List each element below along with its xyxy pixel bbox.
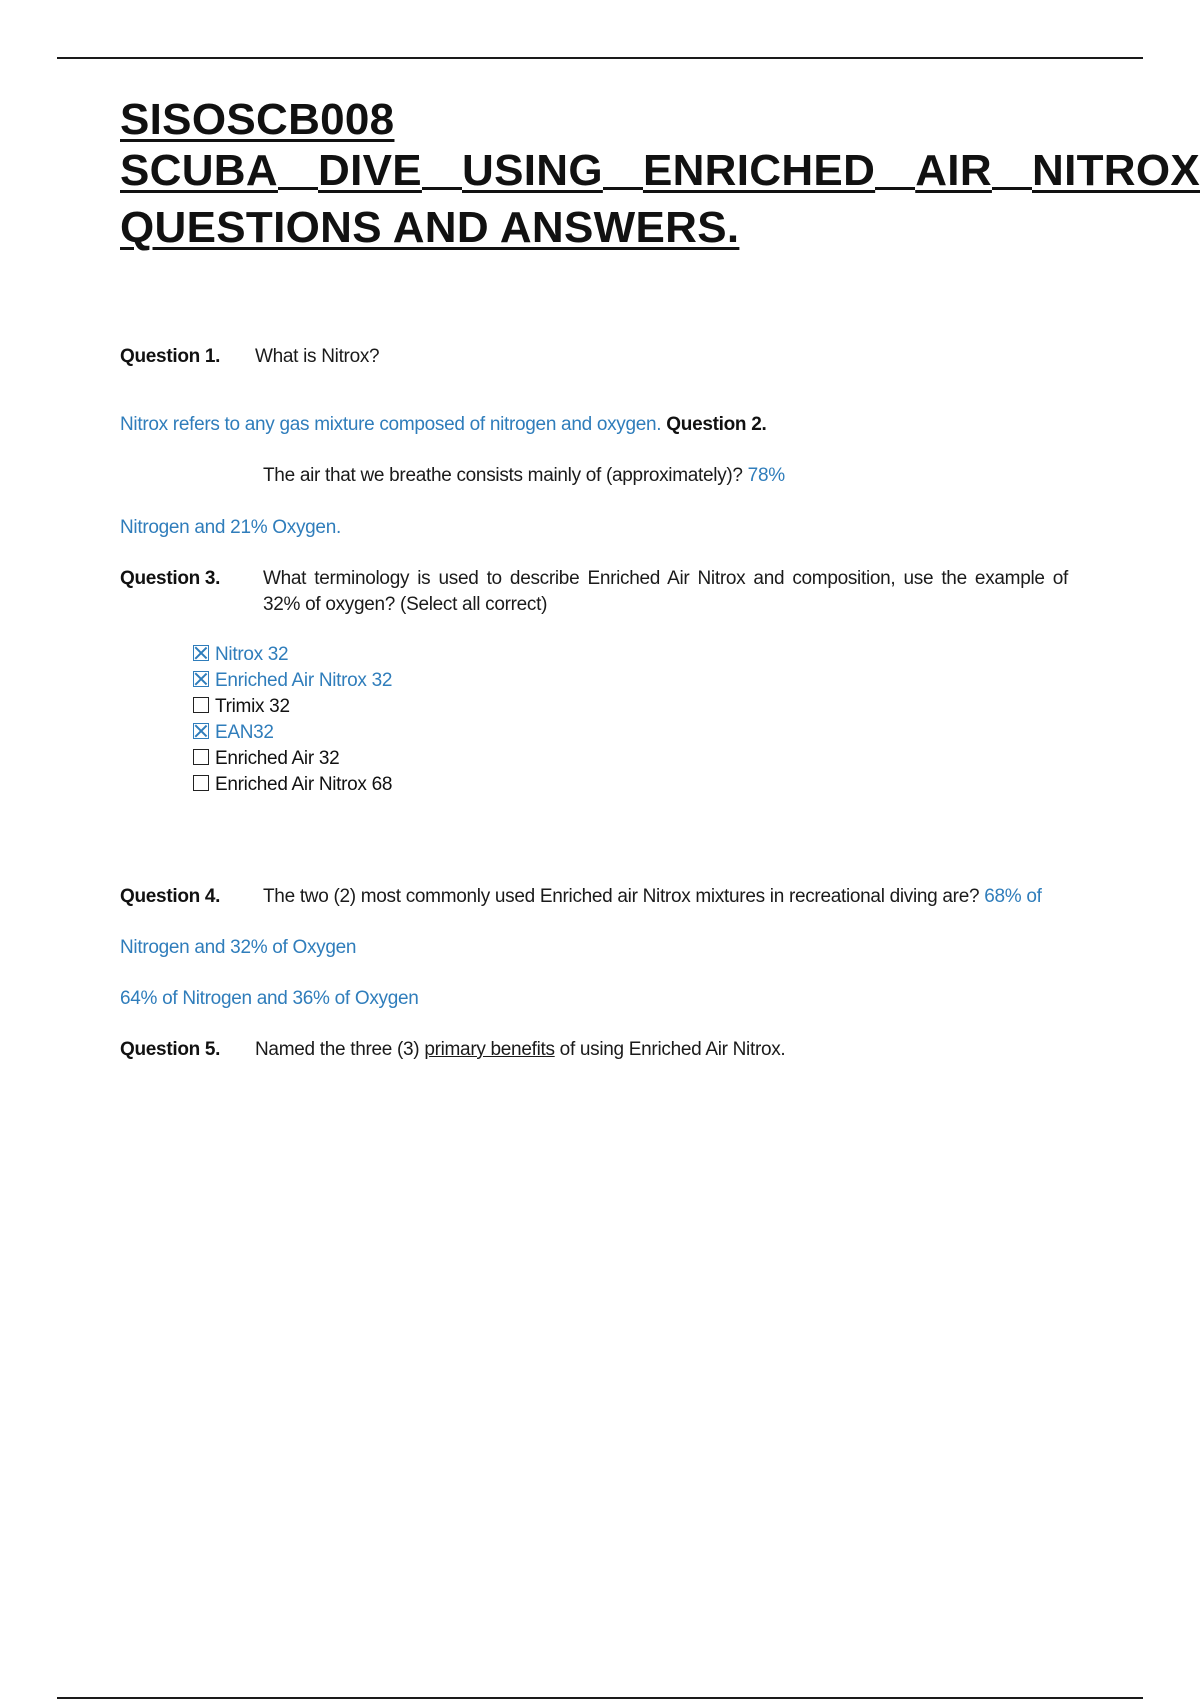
q5-text-b: of using Enriched Air Nitrox.: [559, 1039, 786, 1060]
title-word: USING: [462, 146, 603, 195]
q3-option[interactable]: [193, 642, 288, 668]
q3-option-label: EAN32: [215, 722, 274, 743]
q4-answer-b: Nitrogen and 32% of Oxygen: [120, 937, 357, 958]
q1-row: [120, 344, 220, 370]
q1-label: Question 1.: [120, 346, 221, 367]
q2-answer-a: 78%: [747, 465, 785, 486]
q1-text: What is Nitrox?: [255, 346, 380, 367]
q5-text-a: Named the three (3): [255, 1039, 420, 1060]
q5-label: Question 5.: [120, 1039, 221, 1060]
q3-option[interactable]: [193, 772, 392, 798]
q4-answer-c: 64% of Nitrogen and 36% of Oxygen: [120, 988, 419, 1009]
q2-label: Question 2.: [666, 414, 767, 435]
checkbox-icon[interactable]: [193, 697, 209, 713]
q3-option-label: Enriched Air Nitrox 32: [215, 670, 393, 691]
title-word: NITROX: [1032, 146, 1200, 195]
q3-option[interactable]: [193, 746, 339, 772]
title-line-3: QUESTIONS AND ANSWERS.: [120, 203, 740, 252]
q3-text-line2: 32% of oxygen? (Select all correct): [263, 594, 548, 615]
checkbox-icon[interactable]: [193, 775, 209, 791]
checkbox-icon[interactable]: [193, 749, 209, 765]
q4-label: Question 4.: [120, 886, 221, 907]
title-line-2: [120, 146, 1200, 196]
top-rule: [57, 57, 1143, 59]
checked-box-icon[interactable]: [193, 723, 209, 739]
q2-row: [263, 463, 785, 489]
q4-text: The two (2) most commonly used Enriched air Nitrox mixtures in recreational diving are?: [263, 886, 980, 907]
q4-answer-a: 68% of: [984, 886, 1042, 907]
q3-option-label: Trimix 32: [215, 696, 290, 717]
q1-answer-row: [120, 412, 766, 438]
q5-text: [255, 1037, 785, 1063]
title-word: ENRICHED: [642, 146, 876, 195]
title-word: DIVE: [318, 146, 422, 195]
q3-option[interactable]: [193, 668, 392, 694]
q1-answer: Nitrox refers to any gas mixture composed of nitrogen and oxygen.: [120, 414, 662, 435]
checked-box-icon[interactable]: [193, 671, 209, 687]
q4-row: [263, 884, 1042, 910]
q5-text-underlined: primary benefits: [424, 1039, 555, 1060]
q3-option-label: Enriched Air 32: [215, 748, 340, 769]
course-code: SISOSCB008: [120, 95, 395, 144]
q3-option[interactable]: [193, 694, 290, 720]
title-word: AIR: [915, 146, 992, 195]
bottom-rule: [57, 1697, 1143, 1699]
q2-text: The air that we breathe consists mainly of (approximately)?: [263, 465, 743, 486]
q2-answer-b: Nitrogen and 21% Oxygen.: [120, 517, 341, 538]
q3-option[interactable]: [193, 720, 274, 746]
checked-box-icon[interactable]: [193, 645, 209, 661]
q3-label: Question 3.: [120, 568, 221, 589]
title-word: SCUBA: [120, 146, 278, 195]
q3-option-label: Nitrox 32: [215, 644, 289, 665]
q3-option-label: Enriched Air Nitrox 68: [215, 774, 393, 795]
q3-text-line1: What terminology is used to describe Enriched Air Nitrox and composition, use the example of: [263, 568, 1068, 589]
